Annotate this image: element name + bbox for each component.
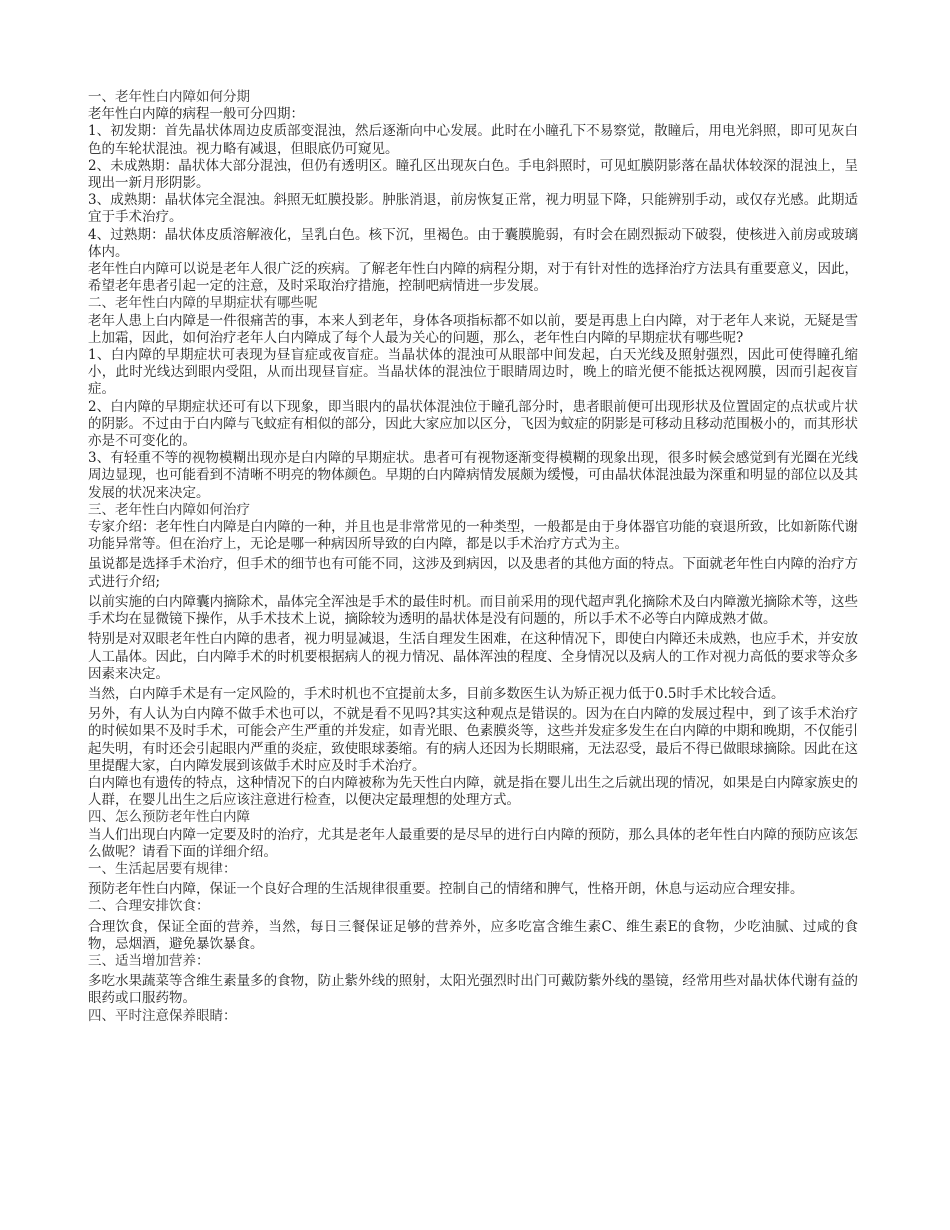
section-heading: 二、合理安排饮食： [88, 898, 210, 915]
paragraph: 合理饮食，保证全面的营养，当然，每日三餐保证足够的营养外，应多吃富含维生素C、维生素E的食物，少吃油腻、过咸的食物，忌烟酒，避免暴饮暴食。 [88, 918, 858, 952]
paragraph: 当人们出现白内障一定要及时的治疗，尤其是老年人最重要的是尽早的进行白内障的预防，那么具体的老年性白内障的预防应该怎么做呢？请看下面的详细介绍。 [88, 826, 858, 860]
paragraph: 当然，白内障手术是有一定风险的，手术时机也不宜提前太多，目前多数医生认为矫正视力低于0.5时手术比较合适。 [88, 685, 785, 702]
paragraph: 老年性白内障的病程一般可分四期： [88, 106, 304, 123]
section-heading: 三、老年性白内障如何治疗 [88, 501, 250, 518]
section-heading: 三、适当增加营养： [88, 952, 210, 969]
paragraph: 2、白内障的早期症状还可有以下现象，即当眼内的晶状体混浊位于瞳孔部分时，患者眼前便可出现形状及位置固定的点状或片状的阴影。不过由于白内障与飞蚊症有相似的部分，因此大家应加以区分，飞因为蚊症的阴影是可移动且移动范围极小的，而其形状亦是不可变化的。 [88, 398, 858, 450]
paragraph: 多吃水果蔬菜等含维生素量多的食物，防止紫外线的照射，太阳光强烈时出门可戴防紫外线的墨镜，经常用些对晶状体代谢有益的眼药或口服药物。 [88, 973, 858, 1007]
paragraph: 3、成熟期：晶状体完全混浊。斜照无虹膜投影。肿胀消退，前房恢复正常，视力明显下降，只能辨别手动，或仅存光感。此期适宜于手术治疗。 [88, 192, 858, 226]
paragraph: 2、未成熟期：晶状体大部分混浊，但仍有透明区。瞳孔区出现灰白色。手电斜照时，可见虹膜阴影落在晶状体较深的混浊上，呈现出一新月形阴影。 [88, 157, 858, 192]
paragraph: 另外，有人认为白内障不做手术也可以，不就是看不见吗?其实这种观点是错误的。因为在白内障的发展过程中，到了该手术治疗的时候如果不及时手术，可能会产生严重的并发症，如青光眼、色素膜炎等，这些并发症多发生在白内障的中期和晚期，不仅能引起失明，有时还会引起眼内严重的炎症，致使眼球萎缩。有的病人还因为长期眼痛，无法忍受，最后不得已做眼球摘除。因此在这里提醒大家，白内障发展到该做手术时应及时手术治疗。 [88, 706, 858, 774]
paragraph: 虽说都是选择手术治疗，但手术的细节也有可能不同，这涉及到病因，以及患者的其他方面的特点。下面就老年性白内障的治疗方式进行介绍; [88, 556, 858, 590]
paragraph: 特别是对双眼老年性白内障的患者，视力明显减退，生活自理发生困难，在这种情况下，即使白内障还未成熟，也应手术，并安放人工晶体。因此，白内障手术的时机要根据病人的视力情况、晶体浑浊的程度、全身情况以及病人的工作对视力高低的要求等众多因素来决定。 [88, 631, 858, 682]
paragraph: 4、过熟期：晶状体皮质溶解液化，呈乳白色。核下沉，里褐色。由于囊膜脆弱，有时会在剧烈振动下破裂，使核进入前房或玻璃体内。 [88, 226, 858, 260]
paragraph: 3、有轻重不等的视物模糊出现亦是白内障的早期症状。患者可有视物逐渐变得模糊的现象出现，很多时候会感觉到有光圈在光线周边显现，也可能看到不清晰不明亮的物体颜色。早期的白内障病情发展颇为缓慢，可由晶状体混浊最为深重和明显的部位以及其发展的状况来决定。 [88, 450, 858, 501]
paragraph: 以前实施的白内障囊内摘除术，晶体完全浑浊是手术的最佳时机。而目前采用的现代超声乳化摘除术及白内障激光摘除术等，这些手术均在显微镜下操作，从手术技术上说，摘除较为透明的晶状体是没有问题的，所以手术不必等白内障成熟才做。 [88, 593, 858, 628]
paragraph: 白内障也有遗传的特点，这种情况下的白内障被称为先天性白内障，就是指在婴儿出生之后就出现的情况，如果是白内障家族史的人群，在婴儿出生之后应该注意进行检查，以便决定最理想的处理方式。 [88, 774, 858, 809]
paragraph: 1、初发期：首先晶状体周边皮质部变混浊，然后逐渐向中心发展。此时在小瞳孔下不易察觉，散瞳后，用电光斜照，即可见灰白色的车轮状混浊。视力略有减退，但眼底仍可窥见。 [88, 123, 858, 157]
paragraph: 老年性白内障可以说是老年人很广泛的疾病。了解老年性白内障的病程分期，对于有针对性的选择治疗方法具有重要意义，因此，希望老年患者引起一定的注意，及时采取治疗措施，控制吧病情进一步发展。 [88, 261, 858, 295]
section-heading: 一、生活起居要有规律： [88, 860, 237, 877]
paragraph: 1、白内障的早期症状可表现为昼盲症或夜盲症。当晶状体的混浊可从眼部中间发起，白天光线及照射强烈，因此可使得瞳孔缩小，此时光线达到眼内受阻，从而出现昼盲症。当晶状体的混浊位于眼睛周边时，晚上的暗光便不能抵达视网膜，因而引起夜盲症。 [88, 347, 858, 398]
paragraph: 专家介绍：老年性白内障是白内障的一种，并且也是非常常见的一种类型，一般都是由于身体器官功能的衰退所致，比如新陈代谢功能异常等。但在治疗上，无论是哪一种病因所导致的白内障，都是以手术治疗方式为主。 [88, 519, 858, 553]
paragraph: 预防老年性白内障，保证一个良好合理的生活规律很重要。控制自己的情绪和脾气，性格开朗，休息与运动应合理安排。 [88, 881, 804, 898]
section-heading: 一、老年性白内障如何分期 [88, 89, 250, 105]
section-heading: 四、怎么预防老年性白内障 [88, 809, 250, 826]
document-body [88, 89, 858, 1025]
section-heading: 二、老年性白内障的早期症状有哪些呢 [88, 295, 318, 312]
paragraph: 老年人患上白内障是一件很痛苦的事，本来人到老年，身体各项指标都不如以前，要是再患上白内障，对于老年人来说，无疑是雪上加霜，因此，如何治疗老年人白内障成了每个人最为关心的问题，那么，老年性白内障的早期症状有哪些呢? [88, 312, 858, 346]
section-heading: 四、平时注意保养眼睛： [88, 1007, 237, 1024]
